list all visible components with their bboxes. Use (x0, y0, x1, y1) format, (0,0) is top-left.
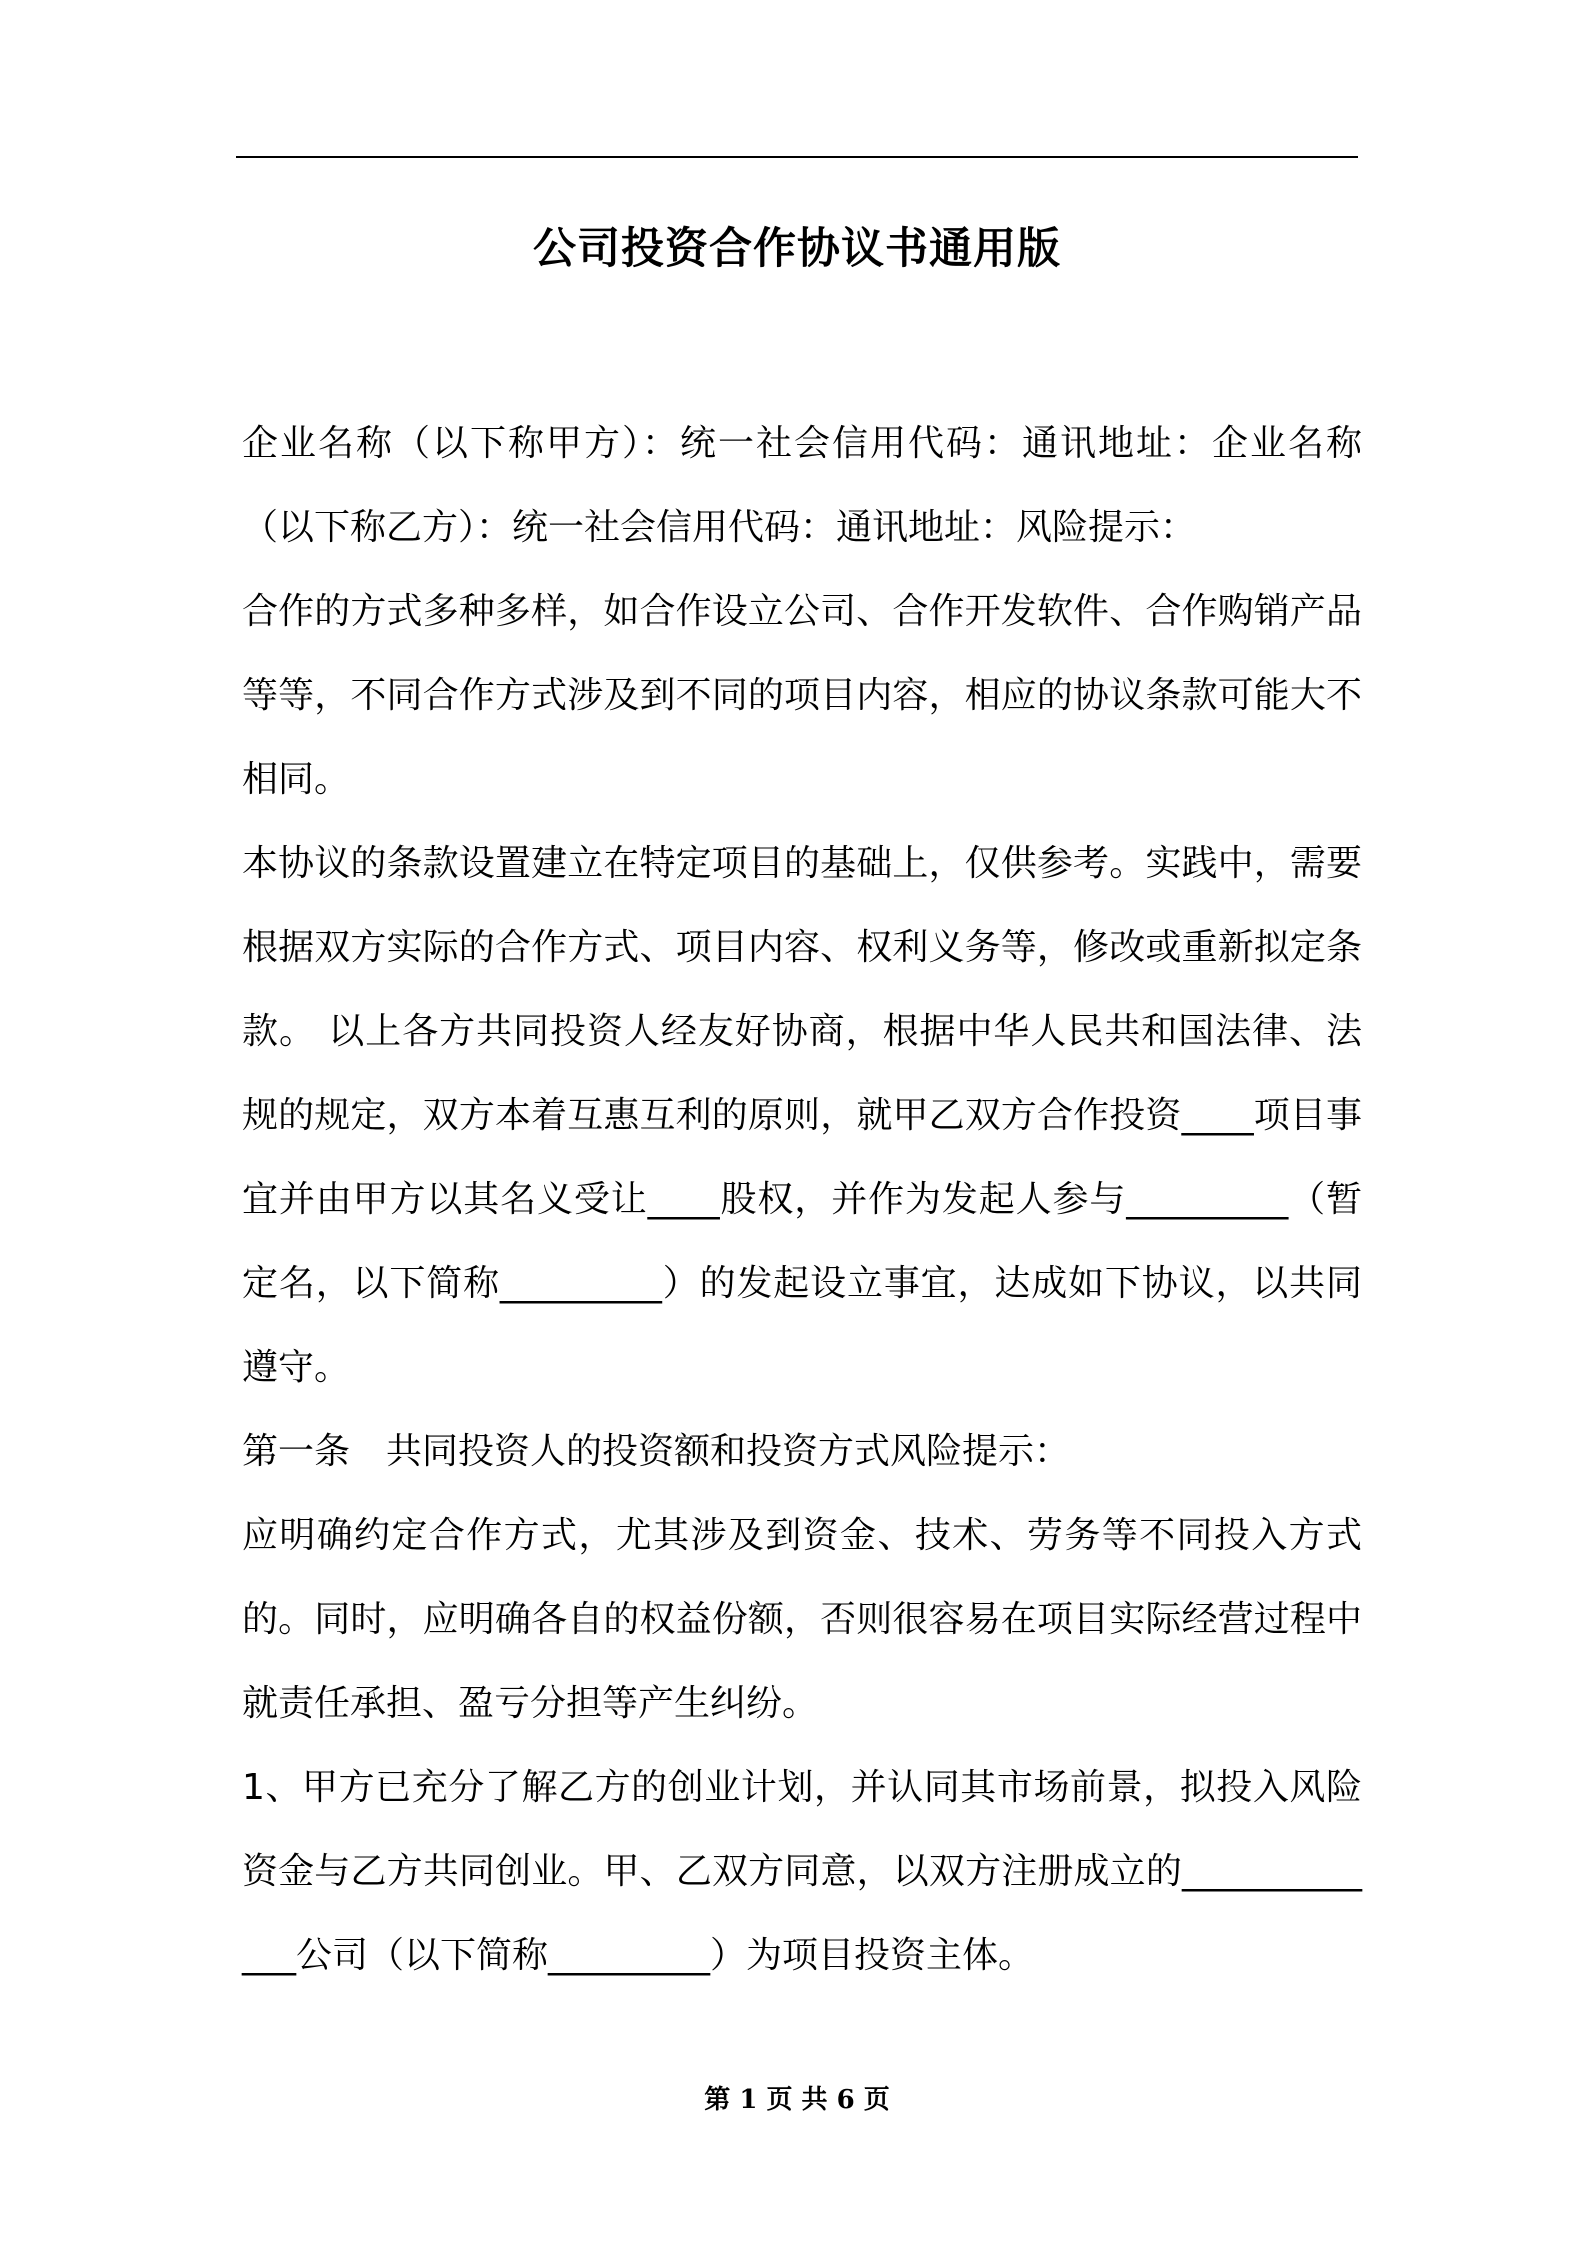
paragraph-parties: 企业名称（以下称甲方）：统一社会信用代码：通讯地址：企业名称（以下称乙方）：统一社会信用代码：通讯地址：风险提示： (242, 423, 1362, 548)
article-1-heading: 第一条 共同投资人的投资额和投资方式风险提示： (242, 1431, 1071, 1472)
header-rule (236, 156, 1358, 158)
paragraph-cooperation-modes: 合作的方式多种多样，如合作设立公司、合作开发软件、合作购销产品等等，不同合作方式涉及到不同的项目内容，相应的协议条款可能大不相同。 (242, 591, 1362, 800)
paragraph-preamble: 本协议的条款设置建立在特定项目的基础上，仅供参考。实践中，需要根据双方实际的合作方式、项目内容、权利义务等，修改或重新拟定条款。 以上各方共同投资人经友好协商，根据中华人民共和国法律、法规的规定，双方本着互惠互利的原则，就甲乙双方合作投资____项目事宜并由甲方以其名义受让____股权，并作为发起人参与_________（暂定名，以下简称_________）的发起设立事宜，达成如下协议，以共同遵守。 (242, 843, 1362, 1388)
page-number: 第 1 页 共 6 页 (704, 2085, 890, 2115)
page-title: 公司投资合作协议书通用版 (533, 224, 1061, 274)
document-body (242, 402, 1362, 1998)
paragraph-risk-note: 应明确约定合作方式，尤其涉及到资金、技术、劳务等不同投入方式的。同时，应明确各自的权益份额，否则很容易在项目实际经营过程中就责任承担、盈亏分担等产生纠纷。 (242, 1515, 1362, 1724)
clause-1: 1、甲方已充分了解乙方的创业计划，并认同其市场前景，拟投入风险资金与乙方共同创业。甲、乙双方同意，以双方注册成立的_____________公司（以下简称_________）为项目投资主体。 (242, 1767, 1362, 1976)
